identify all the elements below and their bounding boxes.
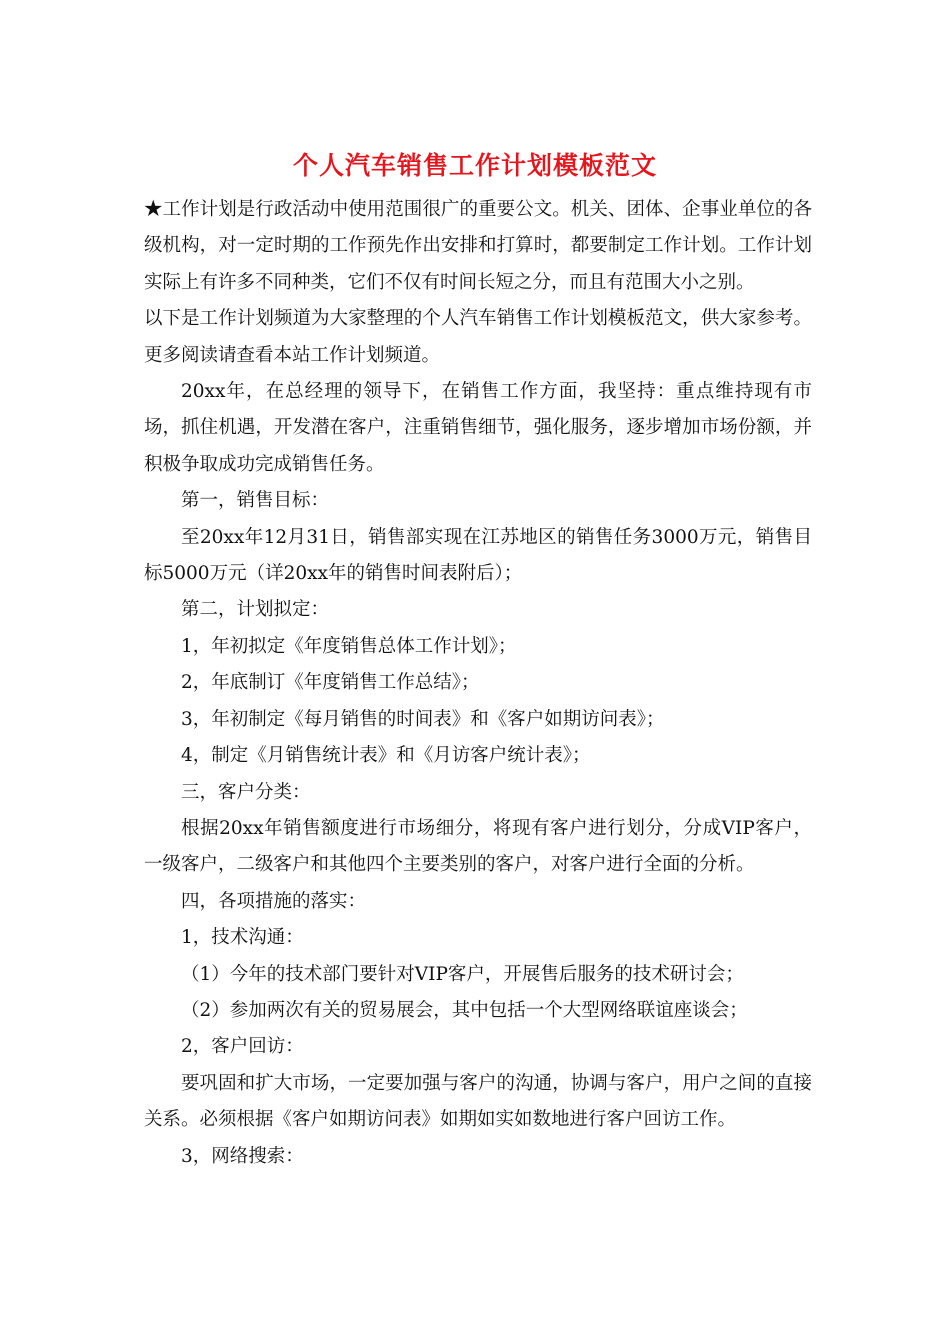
document-body	[144, 192, 812, 1175]
subheading-network-search: 3，网络搜索：	[181, 1145, 304, 1167]
subheading-customer-visits: 2，客户回访：	[181, 1036, 304, 1058]
section-heading-plan: 第二，计划拟定：	[181, 599, 330, 621]
section-heading-sales-target: 第一，销售目标：	[181, 490, 330, 512]
document-title: 个人汽车销售工作计划模板范文	[292, 151, 657, 180]
list-item-technical-1: （1）今年的技术部门要针对VIP客户，开展售后服务的技术研讨会；	[181, 963, 744, 985]
list-item-plan-3: 3，年初制定《每月销售的时间表》和《客户如期访问表》；	[181, 708, 665, 730]
list-item-plan-2: 2，年底制订《年度销售工作总结》；	[181, 672, 480, 694]
list-item-plan-1: 1，年初拟定《年度销售总体工作计划》；	[181, 635, 517, 657]
list-item-plan-4: 4，制定《月销售统计表》和《月访客户统计表》；	[181, 745, 591, 767]
paragraph-intro: ★工作计划是行政活动中使用范围很广的重要公文。机关、团体、企事业单位的各级机构，对一定时期的工作预先作出安排和打算时，都要制定工作计划。工作计划实际上有许多不同种类，它们不仅有时间长短之分，而且有范围大小之别。	[144, 199, 812, 293]
section-heading-measures: 四，各项措施的落实：	[181, 890, 367, 912]
paragraph-sales-target: 至20xx年12月31日，销售部实现在江苏地区的销售任务3000万元，销售目标5000万元（详20xx年的销售时间表附后）；	[144, 526, 812, 585]
paragraph-customer-visits: 要巩固和扩大市场，一定要加强与客户的沟通，协调与客户，用户之间的直接关系。必须根据《客户如期访问表》如期如实如数地进行客户回访工作。	[144, 1072, 812, 1131]
subheading-technical-communication: 1，技术沟通：	[181, 927, 304, 949]
paragraph-reference: 以下是工作计划频道为大家整理的个人汽车销售工作计划模板范文，供大家参考。更多阅读请查看本站工作计划频道。	[144, 308, 812, 366]
list-item-technical-2: （2）参加两次有关的贸易展会，其中包括一个大型网络联谊座谈会；	[181, 999, 748, 1021]
paragraph-customer-classification: 根据20xx年销售额度进行市场细分，将现有客户进行划分，分成VIP客户，一级客户，二级客户和其他四个主要类别的客户，对客户进行全面的分析。	[144, 817, 812, 876]
paragraph-overview: 20xx年，在总经理的领导下，在销售工作方面，我坚持：重点维持现有市场，抓住机遇，开发潜在客户，注重销售细节，强化服务，逐步增加市场份额，并积极争取成功完成销售任务。	[144, 381, 812, 475]
section-heading-customer-classification: 三，客户分类：	[181, 781, 311, 803]
